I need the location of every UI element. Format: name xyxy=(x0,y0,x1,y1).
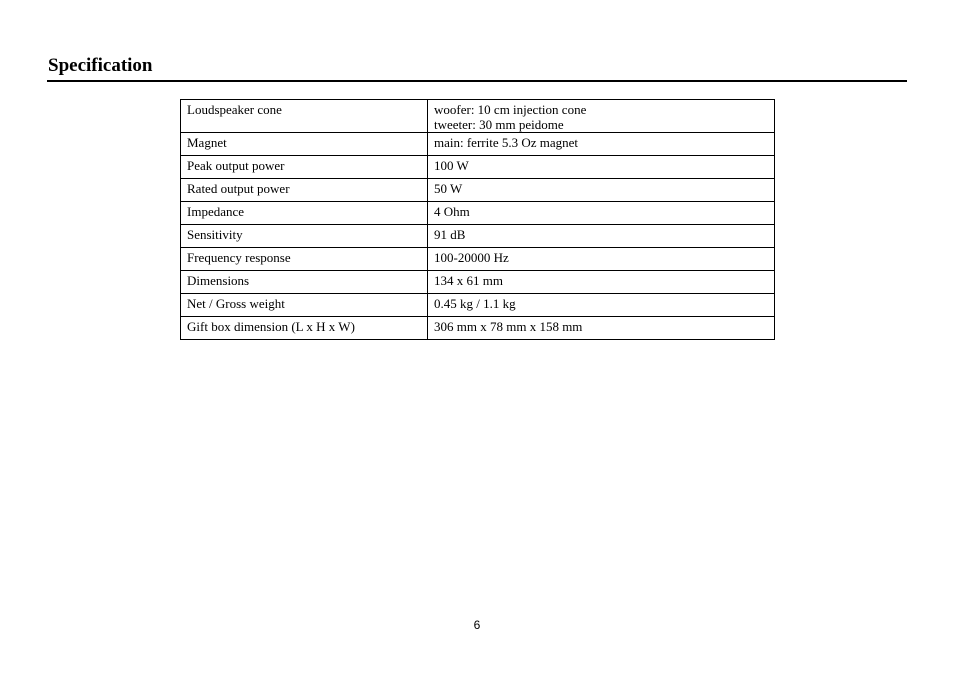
title-divider xyxy=(47,80,907,82)
spec-value: 50 W xyxy=(428,179,775,202)
spec-value: 4 Ohm xyxy=(428,202,775,225)
spec-label: Sensitivity xyxy=(181,225,428,248)
table-row xyxy=(181,225,775,248)
spec-label: Dimensions xyxy=(181,271,428,294)
spec-label: Frequency response xyxy=(181,248,428,271)
table-row xyxy=(181,156,775,179)
spec-label: Net / Gross weight xyxy=(181,294,428,317)
table-row xyxy=(181,294,775,317)
spec-value: 100 W xyxy=(428,156,775,179)
spec-label: Impedance xyxy=(181,202,428,225)
spec-value: 306 mm x 78 mm x 158 mm xyxy=(428,317,775,340)
table-row xyxy=(181,133,775,156)
spec-value xyxy=(428,100,775,133)
spec-value: 0.45 kg / 1.1 kg xyxy=(428,294,775,317)
spec-label: Loudspeaker cone xyxy=(181,100,428,133)
spec-value: 100-20000 Hz xyxy=(428,248,775,271)
spec-value: 91 dB xyxy=(428,225,775,248)
page-title: Specification xyxy=(48,55,153,76)
table-row xyxy=(181,271,775,294)
table-row xyxy=(181,202,775,225)
spec-label: Peak output power xyxy=(181,156,428,179)
spec-value: 134 x 61 mm xyxy=(428,271,775,294)
spec-value: main: ferrite 5.3 Oz magnet xyxy=(428,133,775,156)
table-row xyxy=(181,179,775,202)
table-row xyxy=(181,100,775,133)
spec-value-line: tweeter: 30 mm peidome xyxy=(434,117,564,132)
table-row xyxy=(181,317,775,340)
table-row xyxy=(181,248,775,271)
specification-table xyxy=(180,99,775,340)
spec-value-line: woofer: 10 cm injection cone xyxy=(434,102,587,117)
spec-label: Gift box dimension (L x H x W) xyxy=(181,317,428,340)
spec-label: Magnet xyxy=(181,133,428,156)
spec-label: Rated output power xyxy=(181,179,428,202)
page-number: 6 xyxy=(473,618,481,632)
